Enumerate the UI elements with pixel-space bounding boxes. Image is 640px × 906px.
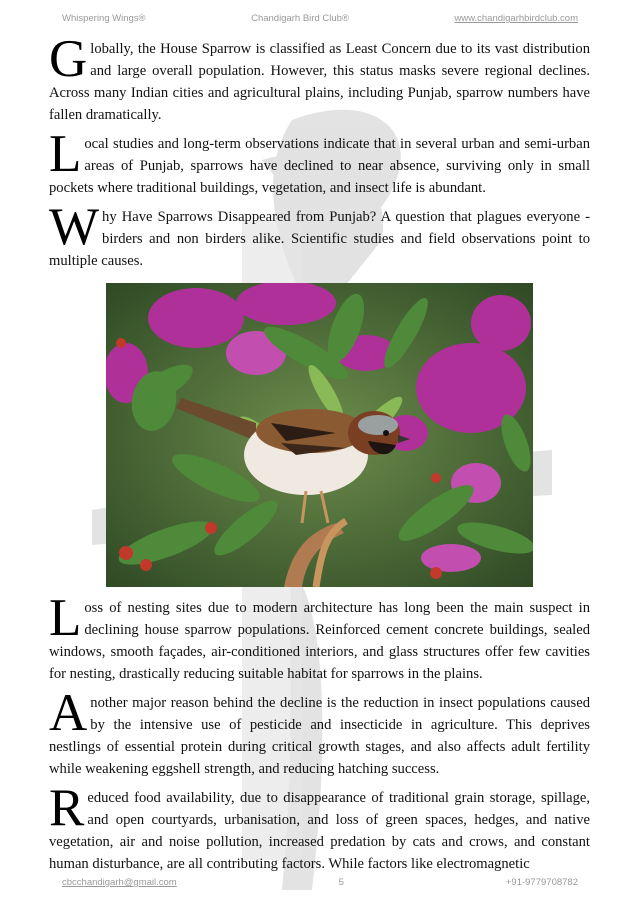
sparrow-illustration: [106, 283, 533, 587]
paragraph-1: [49, 30, 590, 126]
drop-cap: R: [49, 779, 85, 837]
paragraph-2: [49, 125, 590, 199]
paragraph-text: oss of nesting sites due to modern architecture has long been the main suspect in declining house sparrow populations. Reinforced cement concrete buildings, sealed windows, smooth façades, air-conditioned interiors, and glass structures offer few cavities for nesting, drastically reducing suitable habitat for sparrows in the plains.: [49, 600, 590, 682]
page-header: [62, 13, 578, 24]
club-name: Chandigarh Bird Club®: [251, 13, 349, 24]
page-number: 5: [338, 877, 344, 888]
paragraph-text: ocal studies and long-term observations indicate that in several urban and semi-urban areas of Punjab, sparrows have declined to near absence, surviving only in small pockets where traditional buildings, vegetation, and insect life is abundant.: [49, 136, 590, 196]
drop-cap: L: [49, 125, 82, 183]
email-link[interactable]: cbcchandigarh@gmail.com: [62, 877, 177, 888]
drop-cap: A: [49, 684, 88, 742]
paragraph-text: lobally, the House Sparrow is classified as Least Concern due to its vast distribution and large overall population. However, this status masks severe regional declines. Across many Indian cities and agricultural plains, including Punjab, sparrow numbers have fallen dramatically.: [49, 41, 590, 123]
paragraph-5: [49, 684, 590, 780]
paragraph-4: [49, 589, 590, 685]
article-body: [49, 30, 590, 882]
website-link[interactable]: www.chandigarhbirdclub.com: [454, 13, 578, 24]
magazine-title: Whispering Wings®: [62, 13, 146, 24]
paragraph-6: [49, 779, 590, 875]
paragraph-text: hy Have Sparrows Disappeared from Punjab? A question that plagues everyone - birders and non birders alike. Scientific studies and field observations point to multiple causes.: [49, 209, 590, 269]
drop-cap: G: [49, 30, 88, 88]
phone-number: +91-9779708782: [505, 877, 578, 888]
drop-cap: L: [49, 589, 82, 647]
drop-cap: W: [49, 198, 100, 256]
paragraph-3: [49, 198, 590, 272]
sparrow-photo: [49, 283, 590, 587]
paragraph-text: nother major reason behind the decline is the reduction in insect populations caused by the intensive use of pesticide and insecticide in agriculture. This deprives nestlings of essential protein during critical growth stages, and also affects adult fertility while weakening eggshell strength, and reducing hatching success.: [49, 695, 590, 777]
paragraph-text: educed food availability, due to disappearance of traditional grain storage, spillage, and open courtyards, urbanisation, and loss of green spaces, hedges, and native vegetation, air and noise pollution, increased predation by cats and crows, and constant human disturbance, are all contributing factors. While factors like electromagnetic: [49, 790, 590, 872]
